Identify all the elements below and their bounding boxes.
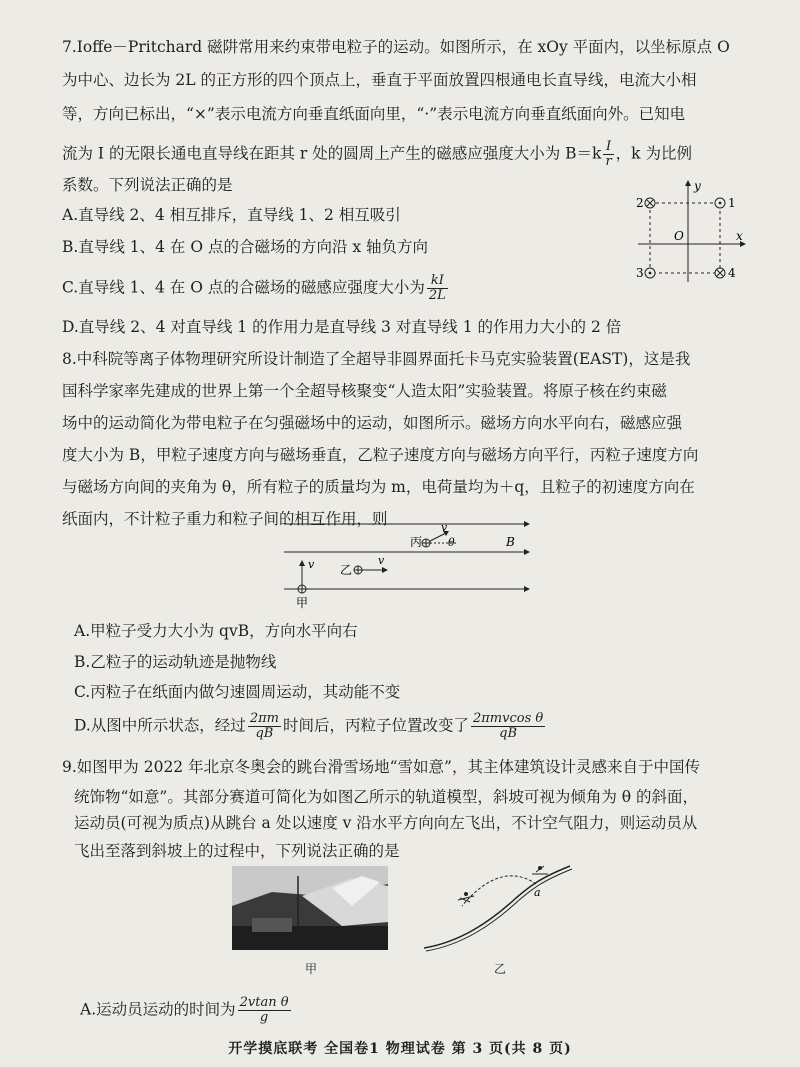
q7-line-2: 为中心、边长为 2L 的正方形的四个顶点上，垂直于平面放置四根通电长直导线，电流大小相 [62,71,697,89]
q7-option-a: A.直导线 2、4 相互排斥，直导线 1、2 相互吸引 [62,206,401,224]
y-axis-label: y [694,179,701,193]
frac-den: r [605,154,612,169]
launch-point-label: a [534,886,541,899]
q8-option-d-pre: D.从图中所示状态，经过 [74,716,246,735]
page-footer: 开学摸底联考 全国卷1 物理试卷 第 3 页(共 8 页) [228,1041,572,1057]
frac-num: 2πmvcos θ [472,711,544,726]
q7-line-5: 系数。下列说法正确的是 [62,176,233,194]
q7-line-3: 等，方向已标出，“×”表示电流方向垂直纸面向里，“·”表示电流方向垂直纸面向外。已知电 [62,105,686,123]
jia-velocity-label: v [308,558,315,571]
q8-line-6: 纸面内，不计粒子重力和粒子间的相互作用，则 [62,510,388,528]
frac-den: g [259,1010,269,1025]
q7-line-1: 7.Ioffe－Pritchard 磁阱常用来约束带电粒子的运动。如图所示，在 xOy 平面内，以坐标原点 O [62,38,730,56]
wire-1-out-of-page-icon [715,198,725,208]
q7-option-c [62,274,450,303]
q9-option-a-pre: A.运动员运动的时间为 [80,1000,236,1019]
ski-track-model-figure [420,862,580,954]
yi-label: 乙 [340,563,353,577]
wire-2-label: 2 [636,196,644,210]
q8-option-d-mid: 时间后，丙粒子位置改变了 [282,716,469,735]
x-axis-label: x [736,229,743,243]
wire-3-label: 3 [636,266,644,280]
field-b-label: B [506,535,515,549]
q9-option-a [80,996,293,1025]
wire-2-into-page-icon [645,198,655,208]
q8-option-d [74,712,547,741]
q8-line-1: 8.中科院等离子体物理研究所设计制造了全超导非圆界面托卡马克实验装置(EAST)，这是我 [62,350,691,368]
ski-jump-photo-drawing [232,866,388,950]
skier-at-launch-icon [532,866,548,874]
q8-line-4: 度大小为 B，甲粒子速度方向与磁场垂直，乙粒子速度方向与磁场方向平行，丙粒子速度方向 [62,446,699,464]
q9-line-3: 运动员(可视为质点)从跳台 a 处以速度 v 沿水平方向向左飞出，不计空气阻力，则运动员从 [74,814,698,832]
q8-magnetic-field-figure [280,518,540,610]
yi-velocity-label: v [378,554,385,567]
photo-caption-jia: 甲 [305,962,318,976]
wire-4-label: 4 [728,266,736,280]
ski-jump-photo [232,866,388,950]
wire-4-into-page-icon [715,268,725,278]
q7-option-d: D.直导线 2、4 对直导线 1 的作用力是直导线 3 对直导线 1 的作用力大小的 2 倍 [62,318,622,336]
frac-den: 2L [428,288,446,303]
q9-line-4: 飞出至落到斜坡上的过程中，下列说法正确的是 [74,842,400,860]
bing-label: 丙 [410,535,423,549]
frac-num: 2πm [249,711,279,726]
q7-option-c-fraction [427,274,448,303]
q9-line-1: 9.如图甲为 2022 年北京冬奥会的跳台滑雪场地“雪如意”，其主体建筑设计灵感来自于中国传 [62,758,700,776]
figure-caption-yi: 乙 [494,962,507,976]
q8-option-a: A.甲粒子受力大小为 qvB，方向水平向右 [74,622,358,640]
wire-1-label: 1 [728,196,736,210]
q8-line-3: 场中的运动简化为带电粒子在匀强磁场中的运动，如图所示。磁场方向水平向右，磁感应强 [62,414,683,432]
q8-option-c: C.丙粒子在纸面内做匀速圆周运动，其动能不变 [74,683,401,701]
theta-label: θ [448,536,455,549]
frac-num: kI [427,274,448,289]
q7-line-4-post: ，k 为比例 [615,144,692,163]
q7-option-c-text: C.直导线 1、4 在 O 点的合磁场的磁感应强度大小为 [62,278,425,297]
q7-line-4-pre: 流为 I 的无限长通电直导线在距其 r 处的圆周上产生的磁感应强度大小为 B＝k [62,144,602,163]
jia-label: 甲 [296,596,309,610]
skier-in-flight-icon [458,892,474,902]
q8-option-d-time-fraction [248,712,281,741]
q7-option-b: B.直导线 1、4 在 O 点的合磁场的方向沿 x 轴负方向 [62,238,429,256]
q9-option-a-fraction [238,996,291,1025]
q8-option-d-displacement-fraction [471,712,545,741]
wire-3-out-of-page-icon [645,268,655,278]
q9-line-2: 统饰物“如意”。其部分赛道可简化为如图乙所示的轨道模型，斜坡可视为倾角为 θ 的斜面， [74,788,699,806]
frac-num: 2vtan θ [239,995,289,1010]
q8-line-5: 与磁场方向间的夹角为 θ，所有粒子的质量均为 m，电荷量均为＋q，且粒子的初速度方向在 [62,478,695,496]
origin-label: O [674,229,684,243]
q7-line-4 [62,140,692,169]
q8-line-2: 国科学家率先建成的世界上第一个全超导核聚变“人造太阳”实验装置。将原子核在约束磁 [62,382,667,400]
q7-wire-figure [628,178,748,284]
frac-num: I [603,140,613,155]
q7-formula-fraction [603,140,613,169]
frac-den: qB [255,726,274,741]
q8-option-b: B.乙粒子的运动轨迹是抛物线 [74,653,277,671]
frac-den: qB [499,726,518,741]
bing-velocity-label: v [441,521,448,534]
